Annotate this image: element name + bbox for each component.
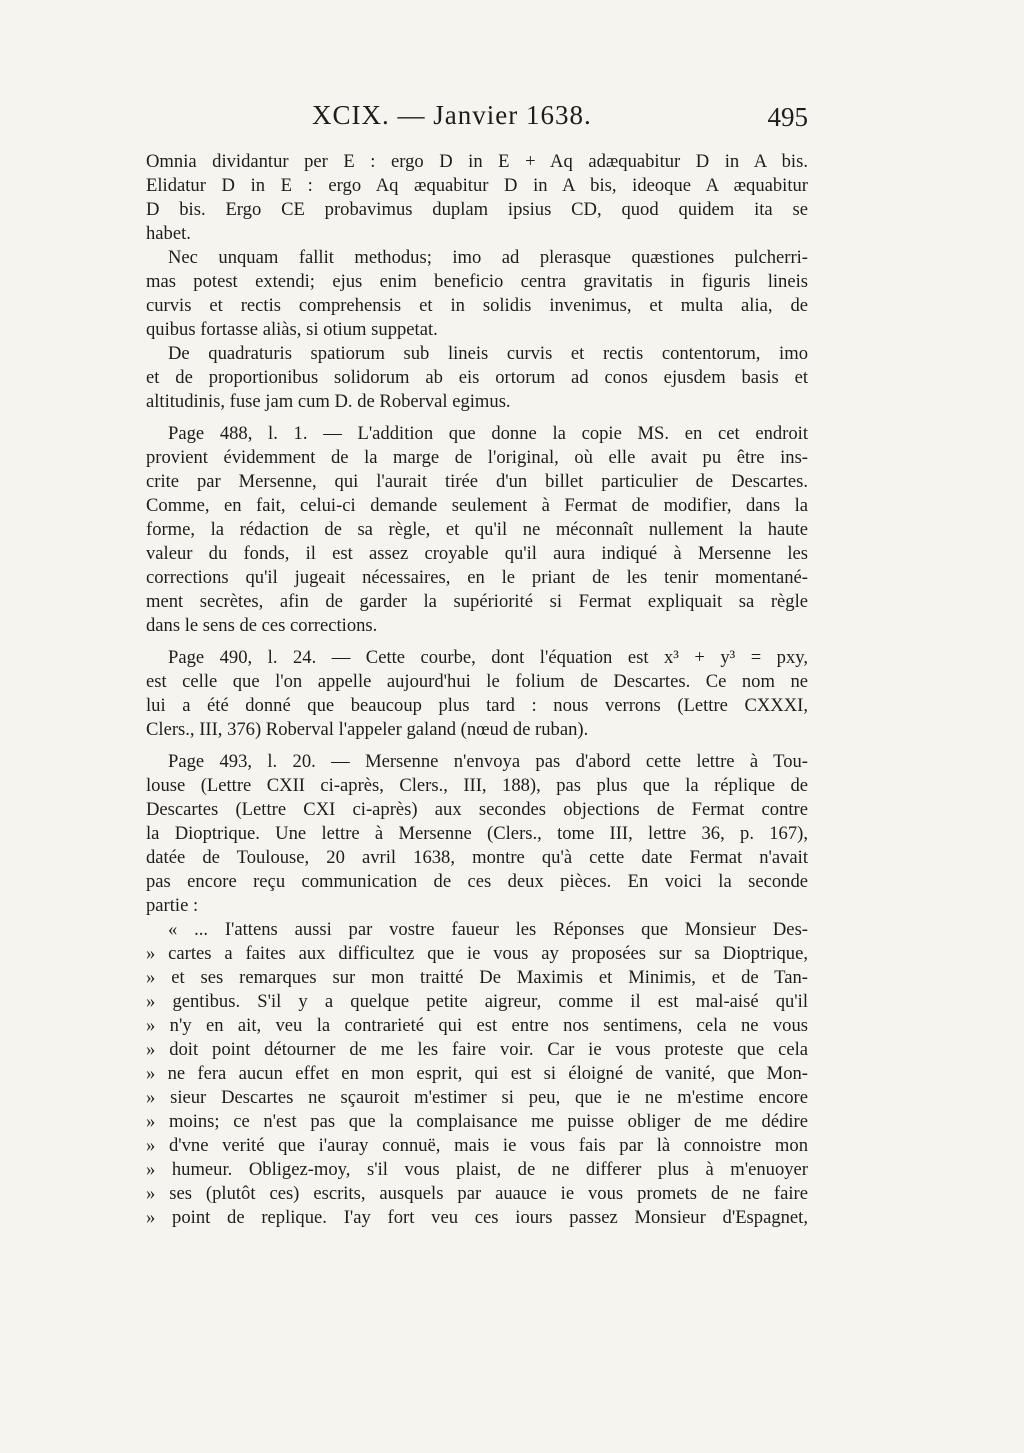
- text-line: D bis. Ergo CE probavimus duplam ipsius CD, quod quidem ita se: [146, 199, 808, 220]
- quote-line: » moins; ce n'est pas que la complaisance me puisse obliger de me dédire: [146, 1111, 808, 1132]
- note-line: Comme, en fait, celui-ci demande seulement à Fermat de modifier, dans la: [146, 495, 808, 516]
- note-line: dans le sens de ces corrections.: [146, 615, 378, 636]
- quote-line: » n'y en ait, veu la contrarieté qui est entre nos sentimens, cela ne vous: [146, 1015, 808, 1036]
- note-line: valeur du fonds, il est assez croyable qu'il aura indiqué à Mersenne les: [146, 543, 808, 564]
- text-line: habet.: [146, 223, 191, 244]
- text-line: Nec unquam fallit methodus; imo ad plerasque quæstiones pulcherri-: [168, 247, 808, 268]
- quote-line: » et ses remarques sur mon traitté De Maximis et Minimis, et de Tan-: [146, 967, 808, 988]
- text-line: altitudinis, fuse jam cum D. de Roberval egimus.: [146, 391, 511, 412]
- text-line: quibus fortasse aliàs, si otium suppetat.: [146, 319, 438, 340]
- note-line: louse (Lettre CXII ci-après, Clers., III, 188), pas plus que la réplique de: [146, 775, 808, 796]
- note-line: datée de Toulouse, 20 avril 1638, montre qu'à cette date Fermat n'avait: [146, 847, 808, 868]
- quote-line: » point de replique. I'ay fort veu ces iours passez Monsieur d'Espagnet,: [146, 1207, 808, 1228]
- note-line: corrections qu'il jugeait nécessaires, en le priant de les tenir momentané-: [146, 567, 808, 588]
- quote-line: » gentibus. S'il y a quelque petite aigreur, comme il est mal-aisé qu'il: [146, 991, 808, 1012]
- running-header: [0, 100, 1024, 144]
- note-line: forme, la rédaction de sa règle, et qu'il ne méconnaît nullement la haute: [146, 519, 808, 540]
- running-title: XCIX. — Janvier 1638.: [312, 100, 592, 130]
- note-line: lui a été donné que beaucoup plus tard : nous verrons (Lettre CXXXI,: [146, 695, 808, 716]
- quote-line: » ses (plutôt ces) escrits, ausquels par auauce ie vous promets de ne faire: [146, 1183, 808, 1204]
- quote-line: » cartes a faites aux difficultez que ie vous ay proposées sur sa Dioptrique,: [146, 943, 808, 964]
- quote-line: « ... I'attens aussi par vostre faueur les Réponses que Monsieur Des-: [168, 919, 808, 940]
- note-line: ment secrètes, afin de garder la supériorité si Fermat expliquait sa règle: [146, 591, 808, 612]
- note-line: la Dioptrique. Une lettre à Mersenne (Clers., tome III, lettre 36, p. 167),: [146, 823, 808, 844]
- text-line: Omnia dividantur per E : ergo D in E + Aq adæquabitur D in A bis.: [146, 151, 808, 172]
- text-line: De quadraturis spatiorum sub lineis curvis et rectis contentorum, imo: [168, 343, 808, 364]
- quote-line: » d'vne verité que i'auray connuë, mais ie vous fais par là connoistre mon: [146, 1135, 808, 1156]
- text-line: curvis et rectis comprehensis et in solidis invenimus, et multa alia, de: [146, 295, 808, 316]
- note-line: provient évidemment de la marge de l'original, où elle avait pu être ins-: [146, 447, 808, 468]
- note-line: crite par Mersenne, qui l'aurait tirée d'un billet particulier de Descartes.: [146, 471, 808, 492]
- body-text: [146, 150, 808, 1230]
- note-line: Descartes (Lettre CXI ci-après) aux secondes objections de Fermat contre: [146, 799, 808, 820]
- page-number: 495: [767, 102, 808, 132]
- quote-line: » ne fera aucun effet en mon esprit, qui est si éloigné de vanité, que Mon-: [146, 1063, 808, 1084]
- text-line: mas potest extendi; ejus enim beneficio centra gravitatis in figuris lineis: [146, 271, 808, 292]
- quote-line: » doit point détourner de me les faire voir. Car ie vous proteste que cela: [146, 1039, 808, 1060]
- note-line: partie :: [146, 895, 199, 916]
- note-line: est celle que l'on appelle aujourd'hui le folium de Descartes. Ce nom ne: [146, 671, 808, 692]
- quote-line: » sieur Descartes ne sçauroit m'estimer si peu, que ie ne m'estime encore: [146, 1087, 808, 1108]
- note-line: Page 490, l. 24. — Cette courbe, dont l'équation est x³ + y³ = pxy,: [168, 647, 808, 668]
- note-line: Page 493, l. 20. — Mersenne n'envoya pas d'abord cette lettre à Tou-: [168, 751, 808, 772]
- note-line: Page 488, l. 1. — L'addition que donne la copie MS. en cet endroit: [168, 423, 808, 444]
- note-line: Clers., III, 376) Roberval l'appeler galand (nœud de ruban).: [146, 719, 589, 740]
- note-line: pas encore reçu communication de ces deux pièces. En voici la seconde: [146, 871, 808, 892]
- text-line: et de proportionibus solidorum ab eis ortorum ad conos ejusdem basis et: [146, 367, 808, 388]
- quote-line: » humeur. Obligez-moy, s'il vous plaist, de ne differer plus à m'enuoyer: [146, 1159, 808, 1180]
- text-line: Elidatur D in E : ergo Aq æquabitur D in A bis, ideoque A æquabitur: [146, 175, 808, 196]
